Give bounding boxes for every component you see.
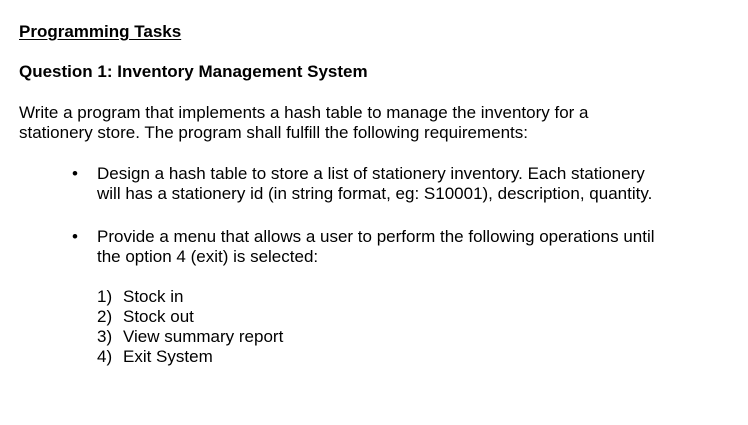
menu-option-label: Stock in <box>123 287 184 306</box>
requirement-hash-table <box>97 164 717 204</box>
menu-option-label: View summary report <box>123 327 284 346</box>
menu-options-list <box>97 287 283 367</box>
bullet-point: • <box>72 164 78 183</box>
menu-option-exit <box>97 347 283 367</box>
menu-option-label: Exit System <box>123 347 213 366</box>
menu-option-number: 3) <box>97 327 113 346</box>
intro-paragraph <box>19 103 719 143</box>
requirement-line: Design a hash table to store a list of stationery inventory. Each stationery <box>97 164 645 183</box>
question-title: Question 1: Inventory Management System <box>19 62 368 81</box>
requirement-line: the option 4 (exit) is selected: <box>97 247 319 266</box>
menu-option-number: 4) <box>97 347 113 366</box>
menu-option-number: 1) <box>97 287 113 306</box>
requirement-line: Provide a menu that allows a user to perform the following operations until <box>97 227 655 246</box>
requirement-line: will has a stationery id (in string format, eg: S10001), description, quantity. <box>97 184 653 203</box>
section-title: Programming Tasks <box>19 22 182 41</box>
menu-option-stock-out <box>97 307 283 327</box>
requirement-menu <box>97 227 717 267</box>
intro-line-2: stationery store. The program shall fulfill the following requirements: <box>19 123 528 142</box>
menu-option-label: Stock out <box>123 307 194 326</box>
menu-option-number: 2) <box>97 307 113 326</box>
menu-option-stock-in <box>97 287 283 307</box>
menu-option-summary-report <box>97 327 283 347</box>
bullet-point: • <box>72 227 78 246</box>
intro-line-1: Write a program that implements a hash table to manage the inventory for a <box>19 103 589 122</box>
